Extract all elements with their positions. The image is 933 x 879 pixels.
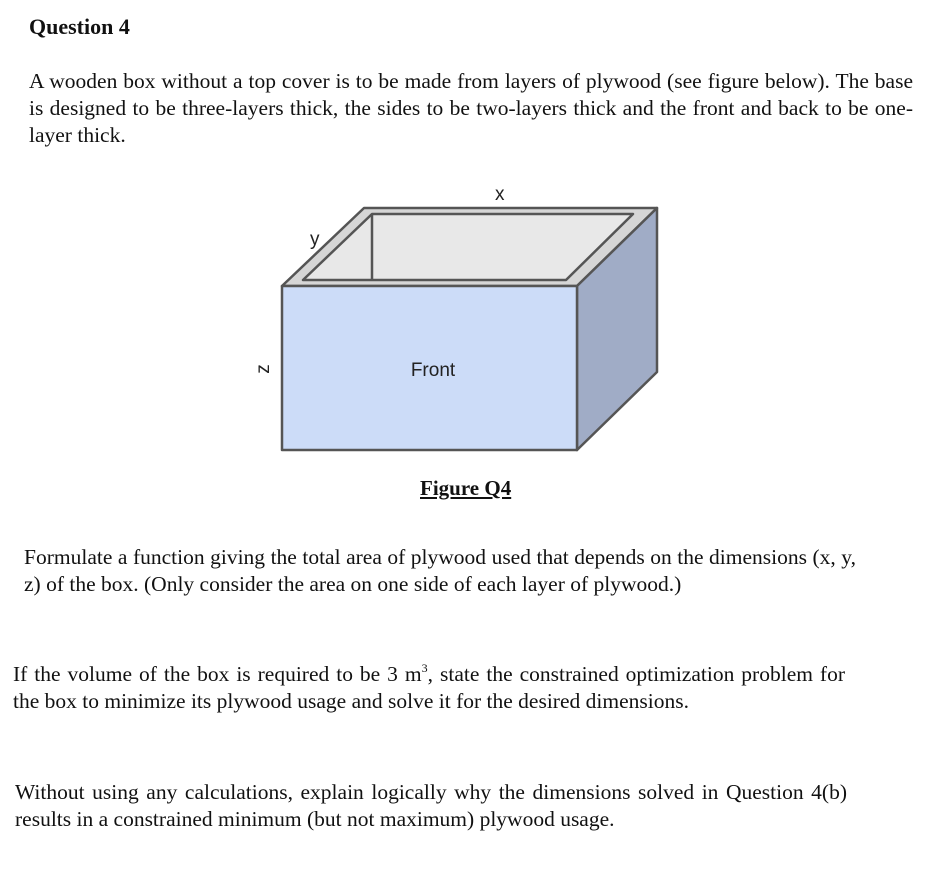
part-b-text-end: , state the constrained optimization problem for the box to minimize its plywood usage and solve it for the desired dimensions. — [13, 662, 845, 713]
question-part-a: Formulate a function giving the total area of plywood used that depends on the dimensions (x, y, z) of the box. (Only consider the area on one side of each layer of plywood.) — [24, 545, 856, 596]
dimension-label-z: z — [253, 364, 275, 374]
figure-caption: Figure Q4 — [420, 476, 512, 500]
question-intro: A wooden box without a top cover is to be made from layers of plywood (see figure below). The base is designed to be three-layers thick, the sides to be two-layers thick and the front and back to be one-layer thick. — [29, 69, 913, 147]
dimension-label-y: y — [310, 229, 320, 250]
part-b-text-start: If the volume of the box is required to be 3 m — [13, 662, 422, 686]
volume-exponent: 3 — [421, 661, 428, 675]
question-part-b — [13, 661, 845, 715]
front-face-label: Front — [410, 360, 456, 381]
question-heading: Question 4 — [29, 14, 130, 39]
dimension-label-x: x — [495, 184, 505, 205]
question-part-c: Without using any calculations, explain logically why the dimensions solved in Question 4(b) results in a constrained minimum (but not maximum) plywood usage. — [15, 780, 847, 831]
